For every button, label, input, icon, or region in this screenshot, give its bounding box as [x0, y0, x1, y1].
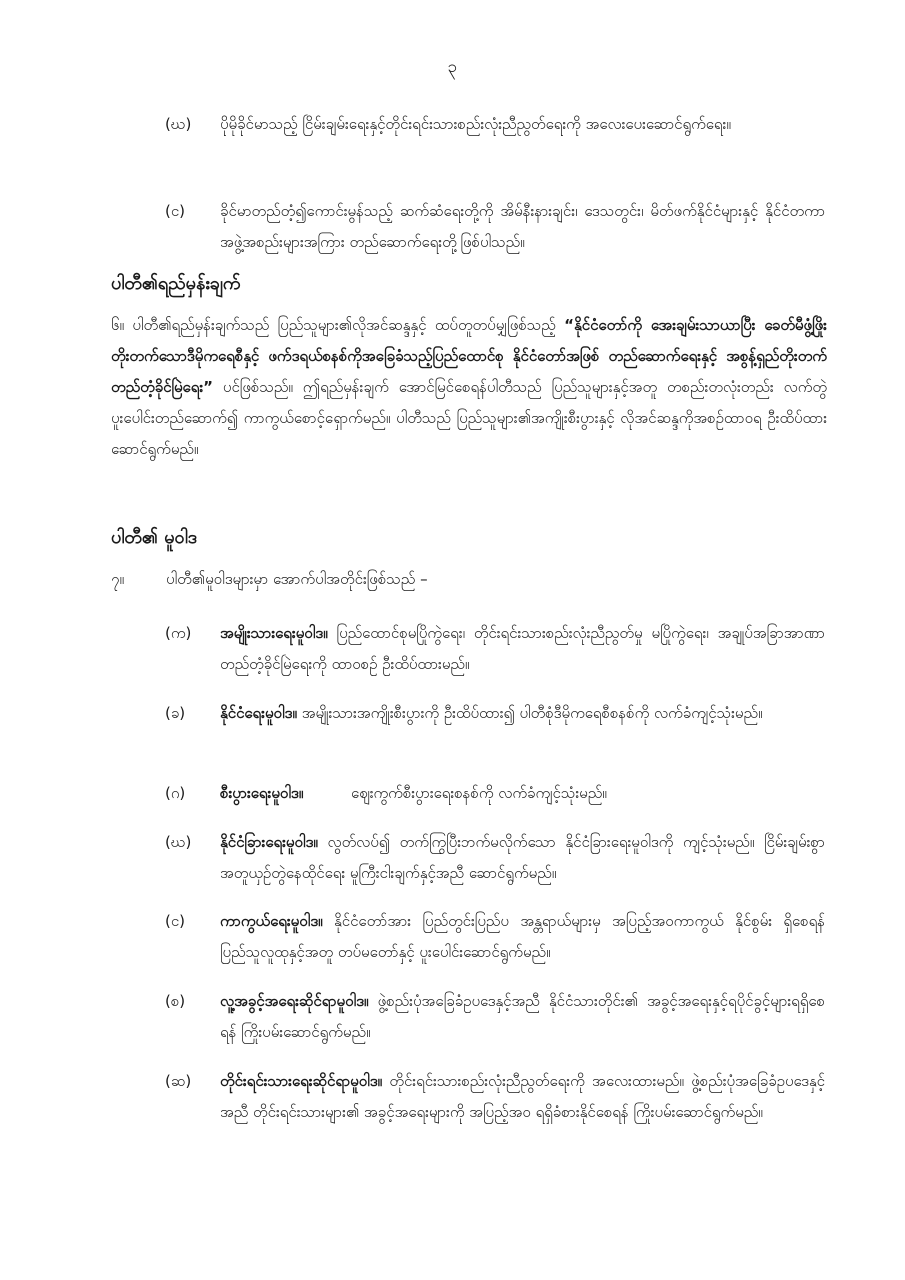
item-text: ပြည်ထောင်စုမပြိုကွဲရေး၊ တိုင်းရင်းသားစည်းလုံးညီညွတ်မှု မပြိုကွဲရေး၊ အချုပ်အခြာအာဏာတည်တံ့ခိုင်မြဲရေးကို ထာဝစဉ် ဦးထိပ်ထားမည်။ — [220, 624, 825, 673]
policy-intro: ပါတီ၏မူဝါဒများမှာ အောက်ပါအတိုင်းဖြစ်သည် – — [166, 570, 428, 588]
item-text: လွတ်လပ်၍ တက်ကြွပြီးဘက်မလိုက်သော နိုင်ငံခြားရေးမူဝါဒကို ကျင့်သုံးမည်။ ငြိမ်းချမ်းစွာအတူယှဉ်တွဲနေထိုင်ရေး မူကြီးငါးချက်နှင့်အညီ ဆောင်ရွက်မည်။ — [220, 833, 825, 882]
item-title: နိုင်ငံခြားရေးမူဝါဒ။ — [220, 833, 318, 851]
paragraph-number: ၆။ — [111, 316, 124, 334]
item-text: တိုင်းရင်းသားစည်းလုံးညီညွတ်ရေးကို အလေးထားမည်။ ဖွဲ့စည်းပုံအခြေခံဥပဒေနှင့်အညီ တိုင်းရင်းသားများ၏ အခွင့်အရေးများကို အပြည့်အဝ ရရှိခံစားနိုင်စေရန် ကြိုးပမ်းဆောင်ရွက်မည်။ — [220, 1072, 825, 1121]
item-title: လူ့အခွင့်အရေးဆိုင်ရာမူဝါဒ။ — [220, 992, 369, 1010]
item-label: (ဆ) — [165, 1072, 192, 1090]
item-text: အမျိုးသားအကျိုးစီးပွားကို ဦးထိပ်ထား၍ ပါတီစုံဒီမိုကရေစီစနစ်ကို လက်ခံကျင့်သုံးမည်။ — [301, 704, 763, 722]
paragraph-number: ၇။ — [111, 570, 124, 588]
item-label: (က) — [165, 624, 192, 642]
item-title: စီးပွားရေးမူဝါဒ။ — [220, 784, 304, 802]
item-label: (ဂ) — [165, 784, 186, 802]
item-label: (ဃ) — [165, 833, 192, 851]
section-heading-policy: ပါတီ၏ မူဝါဒ — [111, 527, 198, 548]
section-heading-vision: ပါတီ၏ရည်မှန်းချက် — [111, 273, 241, 294]
item-label: (ဃ) — [165, 115, 192, 133]
item-label: (င) — [165, 912, 186, 930]
vision-rest: ပင်ဖြစ်သည်။ ဤရည်မှန်းချက် အောင်မြင်စေရန်ပါတီသည် ပြည်သူများနှင့်အတူ တစည်းတလုံးတည်း လက်တွဲပူးပေါင်းတည်ဆောက်၍ ကာကွယ်စောင့်ရှောက်မည်။ ပါတီသည် ပြည်သူများ၏အကျိုးစီးပွားနှင့် လိုအင်ဆန္ဒကိုအစဉ်ထာဝရ ဦးထိပ်ထားဆောင်ရွက်မည်။ — [111, 378, 827, 458]
item-text: ဖွဲ့စည်းပုံအခြေခံဥပဒေနှင့်အညီ နိုင်ငံသားတိုင်း၏ အခွင့်အရေးနှင့်ရပိုင်ခွင့်များရရှိစေရန် ကြိုးပမ်းဆောင်ရွက်မည်။ — [220, 992, 825, 1041]
item-label: (ခ) — [165, 704, 186, 722]
page-number: ၃ — [447, 57, 458, 77]
vision-intro: ပါတီ၏ရည်မှန်းချက်သည် ပြည်သူများ၏လိုအင်ဆန္ဒနှင့် ထပ်တူတပ်မျှဖြစ်သည့် — [132, 316, 556, 334]
item-title: ကာကွယ်ရေးမူဝါဒ။ — [220, 912, 323, 930]
item-text: ပိုမိုခိုင်မာသည့် ငြိမ်းချမ်းရေးနှင့်တိုင်းရင်းသားစည်းလုံးညီညွတ်ရေးကို အလေးပေးဆောင်ရွက်ရေး။ — [220, 115, 731, 133]
item-label: (စ) — [165, 992, 186, 1010]
item-text: ခိုင်မာတည်တံ့၍ကောင်းမွန်သည့် ဆက်ဆံရေးတို့ကို အိမ်နီးနားချင်း၊ ဒေသတွင်း၊ မိတ်ဖက်နိုင်ငံများနှင့် နိုင်ငံတကာအဖွဲ့အစည်းများအကြား တည်ဆောက်ရေးတို့ဖြစ်ပါသည်။ — [220, 202, 825, 251]
vision-paragraph — [111, 310, 827, 465]
item-title: နိုင်ငံရေးမူဝါဒ။ — [220, 704, 297, 722]
item-title: အမျိုးသားရေးမူဝါဒ။ — [220, 624, 328, 642]
item-text: ဈေးကွက်စီးပွားရေးစနစ်ကို လက်ခံကျင့်သုံးမည်။ — [350, 784, 607, 802]
item-title: တိုင်းရင်းသားရေးဆိုင်ရာမူဝါဒ။ — [220, 1072, 383, 1090]
item-label: (င) — [165, 202, 186, 220]
vision-quote: “နိုင်ငံတော်ကို အေးချမ်းသာယာပြီး ခေတ်မီဖွံ့ဖြိုးတိုးတက်သောဒီမိုကရေစီနှင့် ဖက်ဒရယ်စနစ်ကိုအခြေခံသည့်ပြည်ထောင်စု နိုင်ငံတော်အဖြစ် တည်ဆောက်ရေးနှင့် အစွန့်ရှည်တိုးတက်တည်တံ့ခိုင်မြဲရေး” — [111, 316, 827, 396]
item-text: နိုင်ငံတော်အား ပြည်တွင်းပြည်ပ အန္တရာယ်များမှ အပြည့်အဝကာကွယ် နိုင်စွမ်း ရှိစေရန် ပြည်သူလူထုနှင့်အတူ တပ်မတော်နှင့် ပူးပေါင်းဆောင်ရွက်မည်။ — [220, 912, 825, 961]
